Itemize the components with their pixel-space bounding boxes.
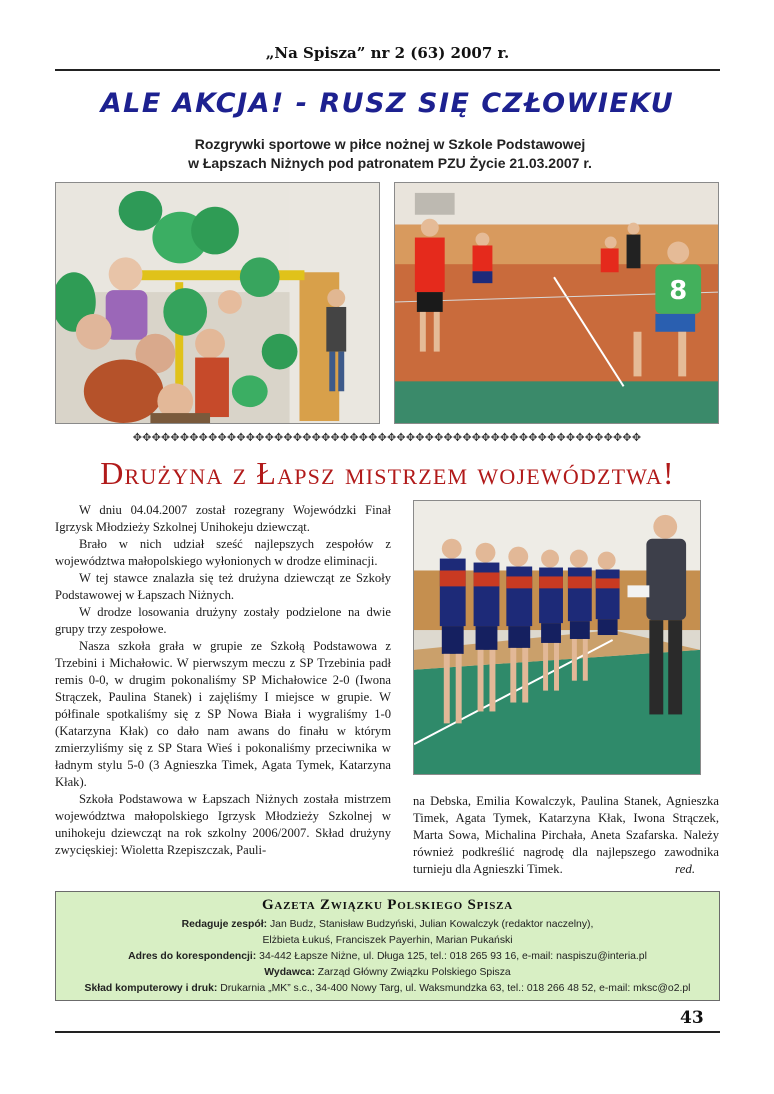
paragraph: Brało w nich udział sześć najlepszych zespołów z województwa małopolskiego wyłonionych w drodze eliminacji. <box>55 537 391 568</box>
article-title: ALE AKCJA! - RUSZ SIĘ CZŁOWIEKU <box>100 88 675 119</box>
page-number: 43 <box>680 1008 704 1028</box>
photo-cheering-children <box>55 182 380 424</box>
publication-name: Gazeta Związku Polskiego Spisza <box>261 897 514 913</box>
editorial-team-line-2 <box>56 935 719 946</box>
field-label: Wydawca: <box>264 967 315 978</box>
signature: red. <box>675 861 696 876</box>
subtitle-line-2: w Łapszach Niżnych pod patronatem PZU Życie 21.03.2007 r. <box>188 155 592 171</box>
running-header: „Na Spisza” nr 2 (63) 2007 r. <box>265 44 510 62</box>
editorial-team-line <box>56 919 719 930</box>
printing-line <box>56 983 719 994</box>
paragraph: W tej stawce znalazła się też drużyna dziewcząt ze Szkoły Podstawowej w Łapszach Niżnych. <box>55 571 391 602</box>
article-subtitle <box>120 135 660 173</box>
ornament-divider: ✥✥✥✥✥✥✥✥✥✥✥✥✥✥✥✥✥✥✥✥✥✥✥✥✥✥✥✥✥✥✥✥✥✥✥✥✥✥✥✥✥✥✥✥✥✥✥✥✥✥✥✥✥✥ <box>132 431 642 444</box>
field-value: Drukarnia „MK” s.c., 34-400 Nowy Targ, ul. Waksmundzka 63, tel.: 018 266 48 52, e-mail: mksc@o2.pl <box>217 983 691 994</box>
svg-text:8: 8 <box>669 276 688 307</box>
field-label: Skład komputerowy i druk: <box>84 983 218 994</box>
footer-rule <box>55 1031 720 1033</box>
paragraph: Nasza szkoła grała w grupie ze Szkołą Podstawowa z Trzebini i Michałowic. W pierwszym meczu z SP Trzebinia padł remis 0-0, w drugim pokonaliśmy SP Michałowice 2-0 (Iwona Strączek, Paulina Stanek) i zajęliśmy I miejsce w grupie. W półfinale spotkaliśmy się z SP Nowa Biała i wygraliśmy 1-0 (Katarzyna Kłak) co dało nam awans do finału w którym zmierzyliśmy się z SP Stara Wieś i pokonaliśmy przeciwnika w ładnym stylu 5-0 (3 Agnieszka Timek, Agata Tymek, Katarzyna Kłak). <box>55 639 391 789</box>
header-rule <box>55 69 720 71</box>
field-label: Adres do korespondencji: <box>128 951 257 962</box>
field-value: 34-442 Łapsze Niżne, ul. Długa 125, tel.: 018 265 93 16, e-mail: naspiszu@interia.pl <box>256 951 647 962</box>
paragraph: Szkoła Podstawowa w Łapszach Niżnych została mistrzem województwa małopolskiego Igrzysk Młodzieży Szkolnej w unihokeju dziewcząt na rok szkolny 2006/2007. Skład drużyny zwycięskiej: Wioletta Rzepiszczak, Pauli- <box>55 792 391 857</box>
paragraph: W dniu 04.04.2007 został rozegrany Wojewódzki Finał Igrzysk Młodzieży Szkolnej Unihokeju dziewcząt. <box>55 503 391 534</box>
photo-team-award <box>413 500 701 775</box>
article-left-column <box>55 502 391 859</box>
field-value: Jan Budz, Stanisław Budzyński, Julian Kowalczyk (redaktor naczelny), <box>267 919 594 930</box>
publisher-info-box <box>55 891 720 1001</box>
section-title: Drużyna z Łapsz mistrzem województwa! <box>100 455 675 491</box>
publisher-line <box>56 967 719 978</box>
field-value: Elżbieta Łukuś, Franciszek Payerhin, Marian Pukański <box>262 935 513 946</box>
field-value: Zarząd Główny Związku Polskiego Spisza <box>314 967 511 978</box>
paragraph: W drodze losowania drużyny zostały podzielone na dwie grupy trzy zespołowe. <box>55 605 391 636</box>
photo-indoor-football <box>394 182 719 424</box>
subtitle-line-1: Rozgrywki sportowe w piłce nożnej w Szkole Podstawowej <box>194 136 586 152</box>
address-line <box>56 951 719 962</box>
field-label: Redaguje zespół: <box>181 919 268 930</box>
article-right-column: na Debska, Emilia Kowalczyk, Paulina Stanek, Agnieszka Timek, Agata Tymek, Katarzyna Kłak, Iwona Strączek, Marta Sowa, Michalina Pirchała, Aneta Szafarska. Należy również podkreślić nagrodę dla najlepszego zawodnika turnieju dla Agnieszki Timek. <box>413 794 719 876</box>
